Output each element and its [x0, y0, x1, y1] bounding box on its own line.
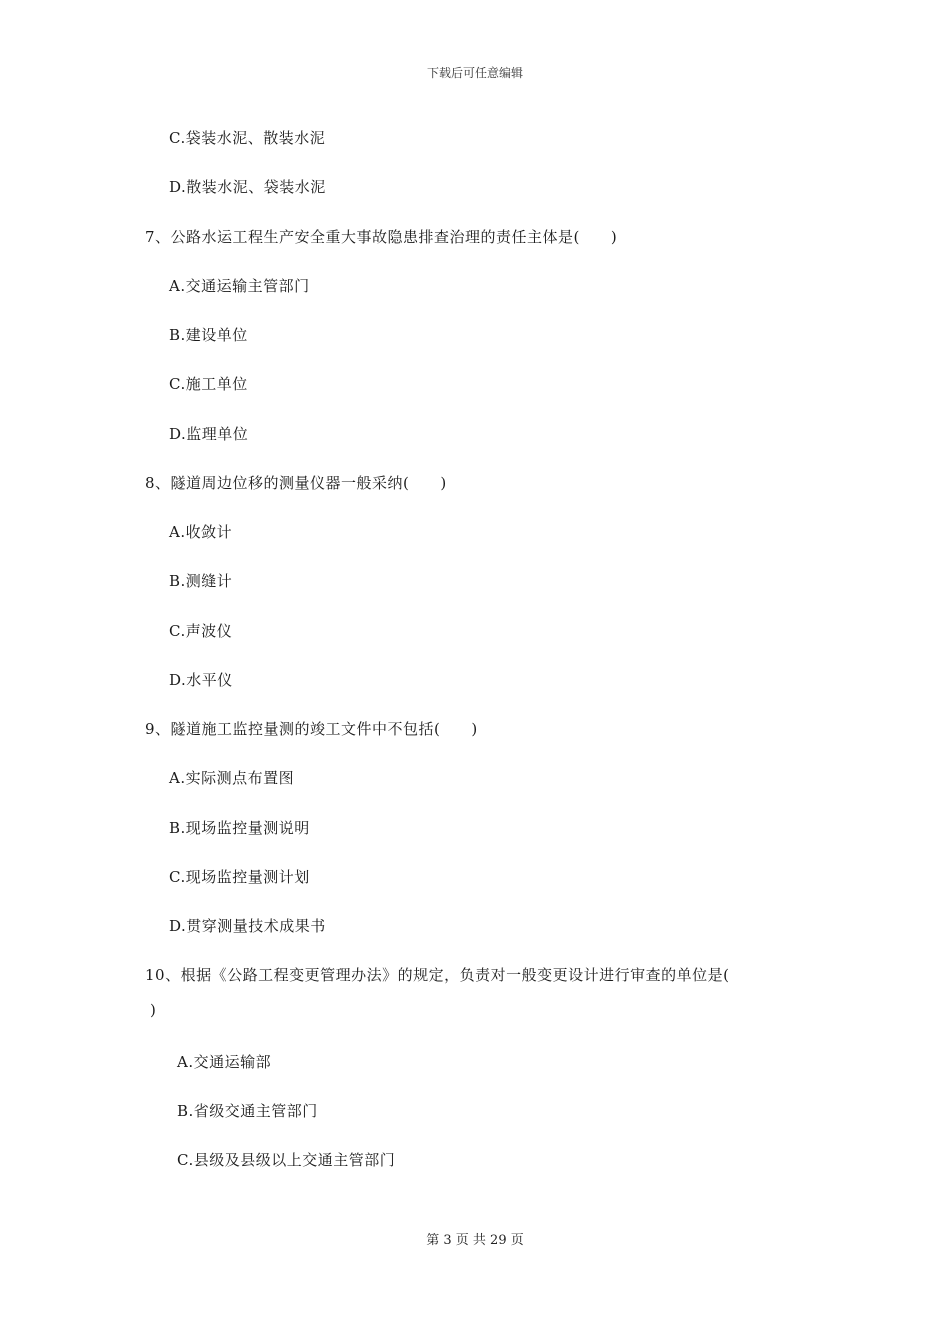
option-7c: C.施工单位: [169, 375, 248, 393]
question-7-stem: 7、公路水运工程生产安全重大事故隐患排查治理的责任主体是( ): [145, 228, 618, 246]
page-footer: 第 3 页 共 29 页: [426, 1233, 524, 1248]
option-7a: A.交通运输主管部门: [169, 277, 310, 295]
page-header: 下载后可任意编辑: [426, 66, 523, 80]
option-7b: B.建设单位: [169, 326, 248, 344]
option-9b: B.现场监控量测说明: [169, 819, 310, 837]
option-8c: C.声波仪: [169, 622, 233, 640]
option-6d: D.散装水泥、袋装水泥: [169, 178, 326, 196]
option-10a: A.交通运输部: [177, 1053, 272, 1071]
option-9d: D.贯穿测量技术成果书: [169, 917, 326, 935]
option-9c: C.现场监控量测计划: [169, 868, 310, 886]
option-6c: C.袋装水泥、散装水泥: [169, 129, 326, 147]
option-8a: A.收敛计: [169, 523, 233, 541]
question-8-stem: 8、隧道周边位移的测量仪器一般采纳( ): [145, 474, 447, 492]
question-10-stem: 10、根据《公路工程变更管理办法》的规定，负责对一般变更设计进行审查的单位是(: [145, 966, 730, 984]
question-9-stem: 9、隧道施工监控量测的竣工文件中不包括( ): [145, 720, 478, 738]
option-9a: A.实际测点布置图: [169, 769, 295, 787]
question-10-stem-continuation: ): [150, 1001, 157, 1019]
option-10c: C.县级及县级以上交通主管部门: [177, 1151, 396, 1169]
option-7d: D.监理单位: [169, 425, 249, 443]
option-8d: D.水平仪: [169, 671, 233, 689]
option-10b: B.省级交通主管部门: [177, 1102, 318, 1120]
option-8b: B.测缝计: [169, 572, 233, 590]
